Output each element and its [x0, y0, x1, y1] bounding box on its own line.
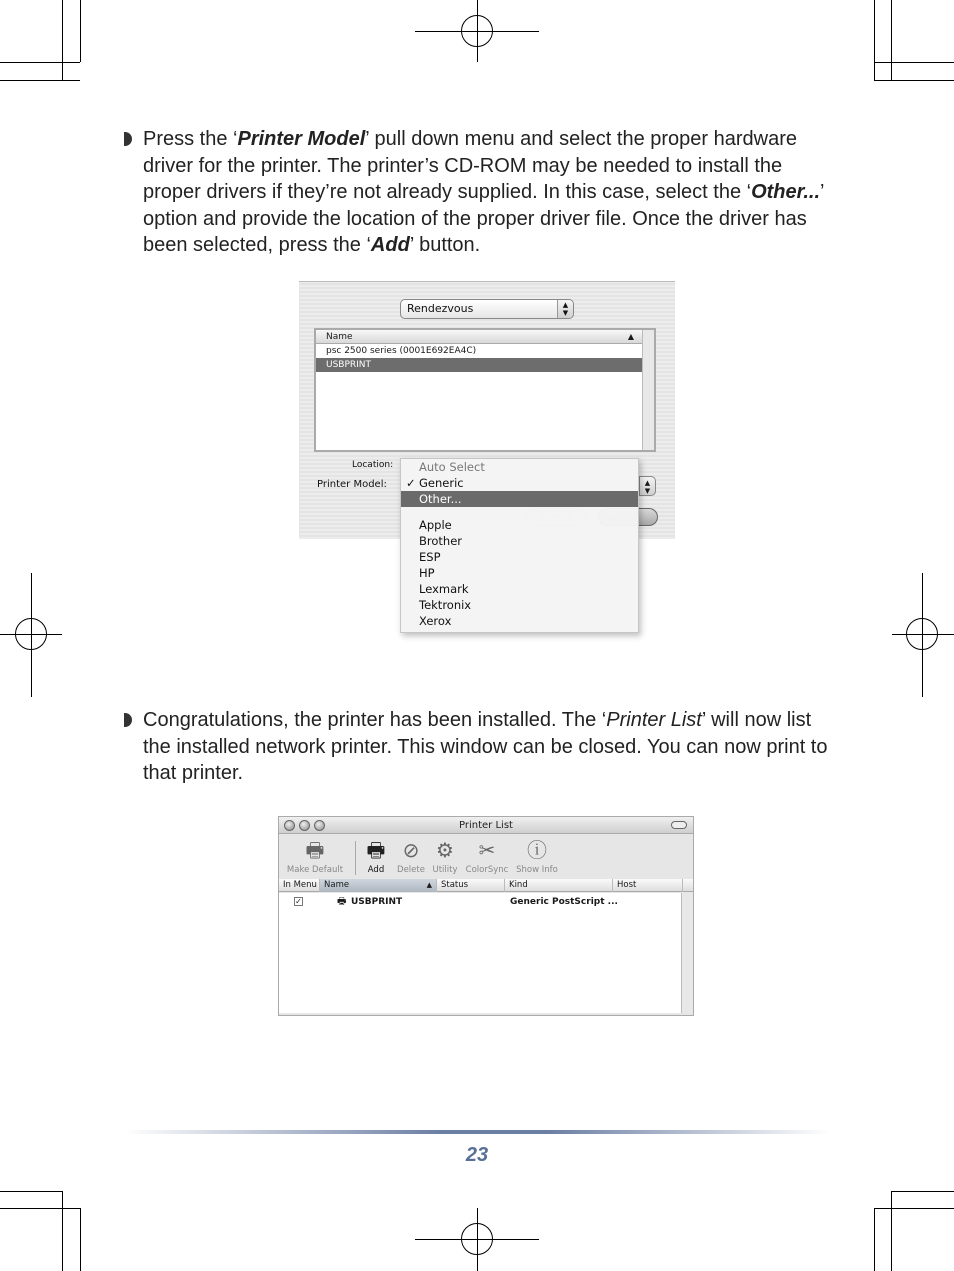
checkmark-icon: ✓ — [406, 476, 416, 490]
crop-mark — [874, 1208, 875, 1271]
registration-target — [15, 618, 47, 650]
crop-mark — [80, 1208, 81, 1271]
column-header-in-menu[interactable]: In Menu — [279, 879, 320, 892]
list-header-name[interactable] — [316, 330, 654, 344]
menu-item-vendor[interactable]: Lexmark — [419, 582, 469, 596]
printer-name-cell: USBPRINT — [351, 897, 403, 907]
zoom-icon[interactable] — [314, 820, 325, 831]
menu-item-other[interactable]: Other... — [401, 491, 638, 507]
printer-icon: 🖶 — [305, 838, 325, 862]
column-header-kind[interactable]: Kind — [505, 879, 613, 892]
printer-model-label: Printer Model: — [317, 479, 387, 490]
crop-mark — [80, 0, 81, 62]
tool-label: Utility — [432, 865, 458, 875]
text-segment: ’ option and provide the location of the proper driver file. Once the driver has been selected, press the ‘ — [143, 181, 824, 256]
menu-item-vendor[interactable]: Tektronix — [419, 598, 472, 612]
list-item[interactable]: USBPRINT — [316, 358, 642, 372]
text-segment: Congratulations, the printer has been installed. The ‘ — [143, 709, 607, 731]
crop-mark — [891, 1191, 892, 1271]
minimize-icon[interactable] — [299, 820, 310, 831]
toolbar-toggle-icon[interactable] — [671, 821, 687, 829]
tool-label: Delete — [397, 865, 425, 875]
menu-item-generic[interactable] — [401, 475, 638, 491]
tool-label: ColorSync — [465, 865, 509, 875]
printer-list-window-screenshot — [278, 816, 694, 1016]
printer-table — [279, 893, 683, 1013]
in-menu-checkbox[interactable]: ✓ — [295, 897, 302, 906]
crop-mark — [0, 1191, 63, 1192]
crop-mark — [62, 1191, 63, 1271]
location-label: Location: — [352, 460, 394, 470]
scrollbar[interactable] — [642, 330, 654, 450]
show-info-button[interactable] — [514, 837, 560, 875]
updown-arrows-icon[interactable]: ▲ ▼ — [639, 476, 656, 496]
add-button[interactable] — [361, 837, 391, 875]
info-icon: ⓘ — [527, 838, 547, 862]
emphasis-printer-model: Printer Model — [237, 128, 366, 150]
crop-mark — [891, 1191, 954, 1192]
footer-rule — [124, 1130, 830, 1134]
menu-item-vendor[interactable]: ESP — [419, 550, 441, 564]
instruction-printer-installed — [143, 707, 843, 787]
colorsync-button[interactable] — [464, 837, 510, 875]
menu-item-vendor[interactable]: Xerox — [419, 614, 452, 628]
crop-mark — [874, 0, 875, 80]
bullet-icon — [124, 132, 132, 146]
menu-separator — [401, 507, 638, 517]
registration-target — [461, 1223, 493, 1255]
utility-button[interactable] — [430, 837, 460, 875]
sort-up-icon: ▲ — [627, 332, 634, 341]
instruction-printer-model — [143, 126, 843, 259]
colorsync-icon: ✂ — [478, 838, 496, 862]
make-default-button[interactable] — [285, 837, 345, 875]
printer-model-menu — [400, 458, 639, 633]
utility-icon: ⚙ — [436, 838, 454, 862]
printer-kind-cell: Generic PostScript ... — [510, 897, 618, 907]
text-segment: ’ will now list the installed network printer. This window can be closed. You can now print to that printer. — [143, 709, 828, 784]
column-header-name[interactable] — [320, 879, 437, 892]
printer-small-icon: 🖶 — [337, 896, 347, 907]
text-segment: ’ pull down menu and select the proper hardware driver for the printer. The printer’s CD-ROM may be needed to install the proper drivers if they’re not already supplied. In this case, select the ‘ — [143, 128, 798, 203]
crop-mark — [874, 62, 954, 63]
crop-mark — [874, 80, 954, 81]
add-printer-dialog-screenshot — [299, 281, 675, 628]
menu-item-vendor[interactable]: Apple — [419, 518, 452, 532]
page-number: 23 — [465, 1144, 489, 1166]
updown-arrows-icon: ▲ ▼ — [557, 300, 573, 318]
crop-mark — [0, 62, 80, 63]
registration-target — [461, 15, 493, 47]
bullet-icon — [124, 713, 132, 727]
menu-item-label: Generic — [419, 476, 464, 490]
sort-up-icon: ▲ — [426, 881, 432, 889]
emphasis-printer-list: Printer List — [606, 709, 702, 731]
delete-button[interactable] — [394, 837, 428, 875]
window-title: Printer List — [459, 820, 513, 831]
popup-value: Rendezvous — [407, 302, 474, 315]
emphasis-other: Other... — [751, 181, 820, 203]
table-row[interactable] — [279, 895, 683, 909]
toolbar-separator — [355, 841, 356, 875]
list-item[interactable]: psc 2500 series (0001E692EA4C) — [326, 346, 477, 356]
crop-mark — [874, 1208, 954, 1209]
text-segment: Press the ‘ — [143, 128, 238, 150]
window-titlebar — [279, 817, 693, 834]
column-header-host[interactable]: Host — [613, 879, 683, 892]
tool-label: Make Default — [286, 865, 344, 875]
menu-item-vendor[interactable]: HP — [419, 566, 435, 580]
emphasis-add: Add — [370, 234, 410, 256]
crop-mark — [891, 0, 892, 80]
crop-mark — [62, 0, 63, 80]
printer-browser-list — [314, 328, 656, 452]
list-header-label: Name — [326, 332, 353, 342]
column-header-status[interactable]: Status — [437, 879, 505, 892]
delete-icon: ⊘ — [402, 838, 420, 862]
toolbar — [279, 835, 693, 879]
menu-item-vendor[interactable]: Brother — [419, 534, 463, 548]
column-header-bar — [279, 879, 694, 892]
tool-label: Add — [367, 865, 385, 875]
close-icon[interactable] — [284, 820, 295, 831]
registration-target — [906, 618, 938, 650]
text-segment: ’ button. — [409, 234, 481, 256]
column-label: Name — [324, 880, 350, 890]
tool-label: Show Info — [516, 865, 558, 875]
crop-mark — [0, 1208, 80, 1209]
connection-type-popup[interactable] — [400, 299, 574, 319]
scrollbar[interactable] — [681, 893, 693, 1013]
menu-item-auto-select[interactable]: Auto Select — [419, 460, 485, 474]
add-printer-icon: 🖶 — [366, 838, 386, 862]
crop-mark — [0, 80, 80, 81]
